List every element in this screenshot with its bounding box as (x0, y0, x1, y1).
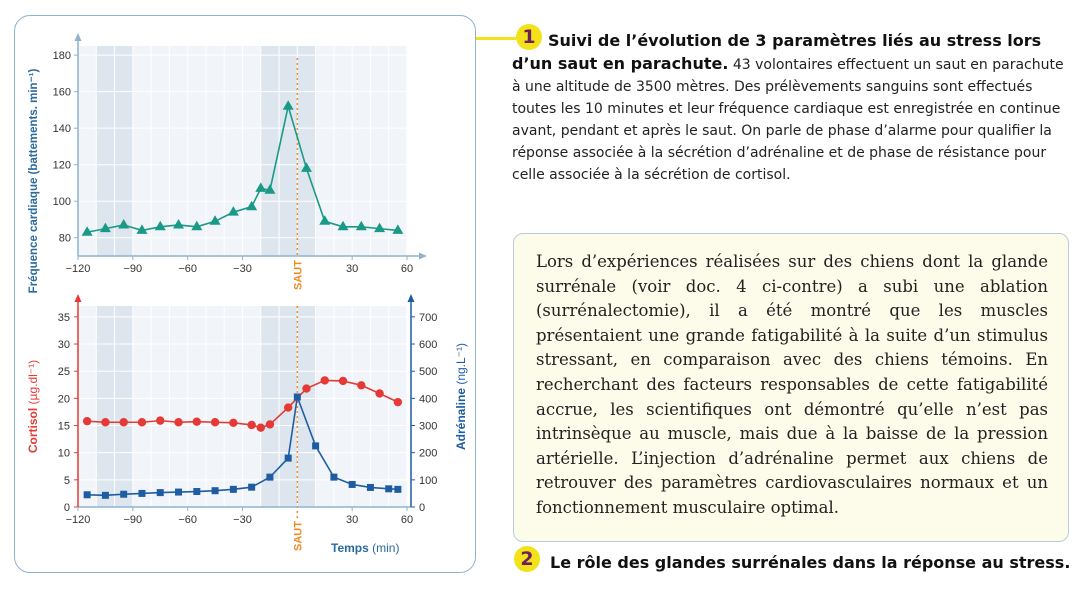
bottom-saut-label: SAUT (292, 521, 305, 551)
top-xtick-label: 60 (400, 263, 414, 275)
cortisol-tick-label: 30 (57, 339, 70, 352)
top-ytick-label: 100 (52, 196, 71, 209)
doc2-box (513, 233, 1069, 542)
doc1-body: 43 volontaires effectuent un saut en parachute à une altitude de 3500 mètres. Des prélèvements sanguins sont effectués toutes les 10 minutes et leur fréquence cardiaque est enregistrée en continue avant, pendant et après le saut. On parle de phase d’alarme pour qualifier la réponse associée à la sécrétion d’adrénaline et de phase de résistance pour celle associée à la sécrétion de cortisol. (512, 57, 1064, 183)
bottom-xtick-label: −120 (65, 514, 91, 526)
top-y-axis-arrow (75, 33, 82, 41)
top-ytick-label: 140 (52, 123, 71, 136)
adrenaline-point (248, 484, 255, 491)
top-xtick-label: −90 (123, 263, 143, 275)
doc1-number-badge: 1 (516, 24, 542, 50)
adrenaline-point (120, 491, 127, 498)
adrenaline-point (84, 491, 91, 498)
adrenaline-point (230, 486, 237, 493)
adrenaline-point (193, 488, 200, 495)
cortisol-point (321, 376, 329, 384)
top-xtick-label: −30 (233, 263, 252, 275)
adrenaline-point (175, 489, 182, 496)
bottom-xlabel (331, 541, 399, 555)
cortisol-point (211, 418, 219, 426)
adrenaline-point (330, 474, 337, 481)
bottom-xtick-label: −60 (178, 514, 198, 526)
adrenaline-tick-label: 100 (419, 474, 438, 487)
doc2-body: Lors d’expériences réalisées sur des chiens dont la glande surrénale (voir doc. 4 ci-contre) a subi une ablation (surrénalectomie), il a été montré que les muscles présentaient une grande fatigabilité à la suite d’un stimulus stressant, en comparaison avec des chiens témoins. En recherchant des facteurs responsables de cette fatigabilité accrue, les scientifiques ont démontré qu’elle n’est pas intrinsèque au muscle, mais due à la baisse de la pression artérielle. L’injection d’adrénaline permet aux chiens de retrouver des paramètres cardiovasculaires normaux et un fonctionnement musculaire optimal. (536, 252, 1048, 517)
adrenaline-point (102, 492, 109, 499)
top-xtick-label: −120 (65, 263, 91, 275)
doc1-text (512, 30, 1072, 186)
top-x-axis-arrow (419, 253, 427, 260)
cortisol-tick-label: 15 (57, 420, 70, 433)
cortisol-point (247, 421, 255, 429)
cortisol-axis-arrow (75, 294, 82, 302)
adrenaline-tick-label: 700 (419, 311, 438, 324)
cortisol-tick-label: 25 (57, 366, 70, 379)
top-ytick-label: 120 (52, 159, 71, 172)
adrenaline-tick-label: 500 (419, 366, 438, 379)
adrenaline-ylabel-main: Adrénaline (454, 384, 468, 451)
xlabel-main: Temps (331, 541, 373, 555)
adrenaline-ylabel (454, 343, 468, 450)
cortisol-point (375, 389, 383, 397)
cortisol-point (302, 384, 310, 392)
top-ytick-label: 160 (52, 86, 71, 99)
adrenaline-point (294, 393, 301, 400)
cortisol-point (138, 418, 146, 426)
top-saut-label: SAUT (292, 260, 305, 290)
adrenaline-point (157, 489, 164, 496)
cortisol-tick-label: 20 (57, 393, 70, 406)
adrenaline-point (385, 485, 392, 492)
cortisol-ylabel (26, 360, 40, 453)
doc1-title: Suivi de l’évolution de 3 paramètres liés au stress lors d’un saut en parachute. (512, 31, 1042, 73)
cortisol-tick-label: 35 (57, 311, 70, 324)
chart-figure (15, 16, 477, 574)
cortisol-point (229, 419, 237, 427)
cortisol-point (357, 381, 365, 389)
top-band-2 (261, 46, 316, 256)
adrenaline-point (266, 474, 273, 481)
connector-line (476, 37, 516, 40)
cortisol-point (266, 420, 274, 428)
adrenaline-point (349, 481, 356, 488)
adrenaline-point (367, 484, 374, 491)
adrenaline-tick-label: 0 (419, 502, 426, 514)
top-ytick-label: 180 (52, 50, 71, 63)
cortisol-ylabel-unit: (µg.dl⁻¹) (26, 359, 40, 405)
adrenaline-tick-label: 600 (419, 339, 438, 352)
cortisol-point (174, 418, 182, 426)
adrenaline-tick-label: 200 (419, 447, 438, 460)
cortisol-point (257, 423, 265, 431)
cortisol-point (193, 418, 201, 426)
cortisol-point (101, 418, 109, 426)
adrenaline-point (394, 486, 401, 493)
doc2-number-badge: 2 (514, 546, 540, 572)
cortisol-ylabel-main: Cortisol (26, 404, 40, 454)
top-xtick-label: 30 (346, 263, 359, 275)
adrenaline-tick-label: 400 (419, 393, 438, 406)
adrenaline-point (212, 487, 219, 494)
cortisol-point (284, 403, 292, 411)
adrenaline-point (138, 490, 145, 497)
top-ytick-label: 80 (58, 232, 71, 245)
cortisol-point (119, 418, 127, 426)
adrenaline-point (312, 442, 319, 449)
xlabel-unit: (min) (372, 541, 400, 555)
bottom-xtick-label: 30 (346, 514, 359, 526)
bottom-xtick-label: 60 (400, 514, 414, 526)
cortisol-point (83, 417, 91, 425)
doc2-title: Le rôle des glandes surrénales dans la réponse au stress. (550, 553, 1071, 572)
cortisol-point (394, 398, 402, 406)
cortisol-tick-label: 5 (63, 474, 70, 487)
cortisol-point (339, 377, 347, 385)
top-xtick-label: −60 (178, 263, 198, 275)
adrenaline-ylabel-unit: (ng.L⁻¹) (454, 342, 468, 385)
adrenaline-tick-label: 300 (419, 420, 438, 433)
cortisol-tick-label: 0 (63, 502, 70, 514)
adrenaline-point (285, 455, 292, 462)
cortisol-tick-label: 10 (57, 447, 70, 460)
bottom-xtick-label: −90 (123, 514, 143, 526)
cortisol-point (156, 416, 164, 424)
top-ylabel: Fréquence cardiaque (battements. min⁻¹) (28, 68, 40, 294)
bottom-xtick-label: −30 (233, 514, 252, 526)
chart-panel (14, 15, 476, 573)
adrenaline-axis-arrow (408, 294, 415, 302)
